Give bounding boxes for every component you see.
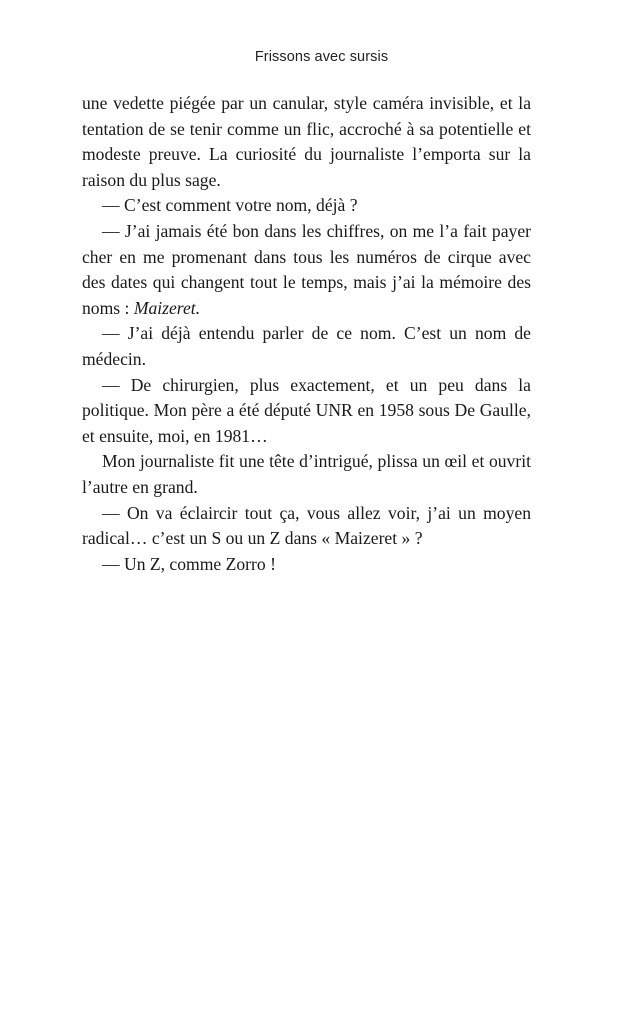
running-title: Frissons avec sursis <box>254 49 389 65</box>
body-text <box>82 91 531 577</box>
narrative-paragraph: Mon journaliste fit une tête d’intrigué, plissa un œil et ouvrit l’autre en grand. <box>82 451 531 497</box>
dialogue-line: — J’ai déjà entendu parler de ce nom. C’est un nom de médecin. <box>82 323 531 369</box>
dialogue-line: — C’est comment votre nom, déjà ? <box>102 195 358 216</box>
surname-italic: Maizeret. <box>133 297 201 318</box>
paragraph-continuation: une vedette piégée par un canular, style caméra invisible, et la tentation de se tenir comme un flic, accroché à sa potentielle et modeste preuve. La curiosité du journaliste l’emporta sur la raison du plus sage. <box>82 93 531 190</box>
dialogue-text: — J’ai jamais été bon dans les chiffres, on me l’a fait payer cher en me promenant dans tous les numéros de cirque avec des dates qui changent tout le temps, mais j’ai la mémoire des noms : <box>82 220 531 318</box>
dialogue-line: — Un Z, comme Zorro ! <box>102 553 276 574</box>
dialogue-line: — On va éclaircir tout ça, vous allez voir, j’ai un moyen radical… c’est un S ou un Z dans « Maizeret » ? <box>82 502 531 549</box>
dialogue-line <box>82 219 531 321</box>
dialogue-line: — De chirurgien, plus exactement, et un peu dans la politique. Mon père a été député UNR en 1958 sous De Gaulle, et ensuite, moi, en 1981… <box>82 374 531 446</box>
